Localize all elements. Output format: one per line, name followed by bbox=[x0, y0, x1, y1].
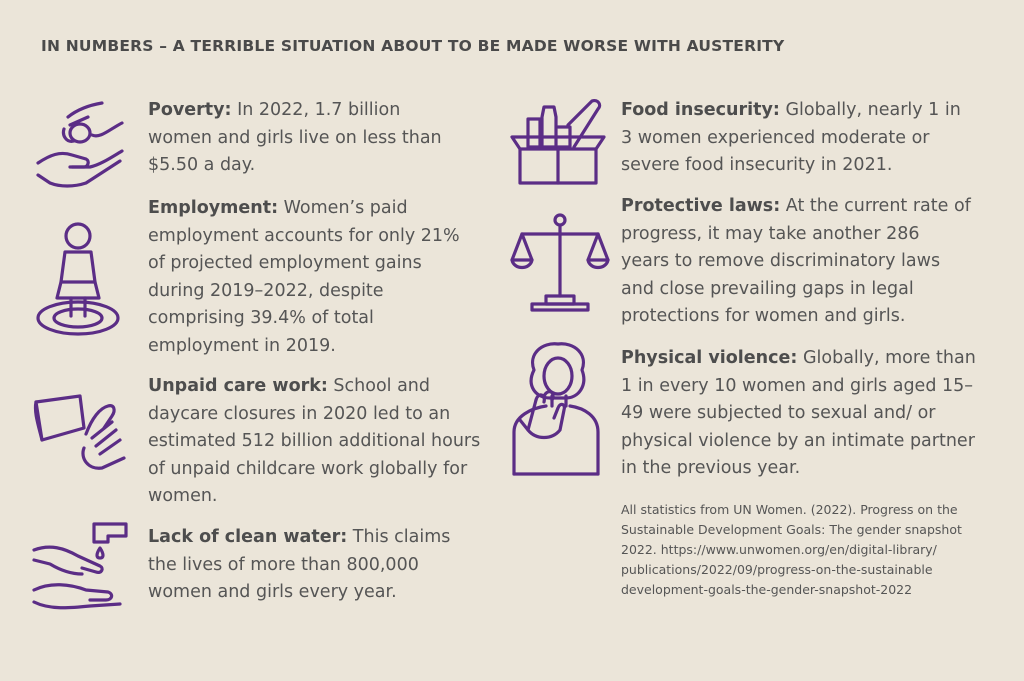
hand-cleaning-icon bbox=[30, 388, 130, 478]
poverty-body: In 2022, 1.7 billion women and girls live on less than $5.50 a day. bbox=[148, 100, 442, 175]
care-work-text bbox=[148, 373, 488, 511]
page-title: IN NUMBERS – A TERRIBLE SITUATION ABOUT TO BE MADE WORSE WITH AUSTERITY bbox=[41, 37, 785, 55]
care-work-body: School and daycare closures in 2020 led to an estimated 512 billion additional hours of unpaid childcare work globally for women. bbox=[148, 376, 481, 506]
poverty-text bbox=[148, 97, 448, 180]
poverty-label: Poverty: bbox=[148, 100, 232, 120]
laws-text bbox=[621, 193, 971, 331]
food-box-icon bbox=[508, 97, 608, 187]
water-body: This claims the lives of more than 800,000 women and girls every year. bbox=[148, 527, 451, 602]
food-label: Food insecurity: bbox=[621, 100, 780, 120]
care-work-label: Unpaid care work: bbox=[148, 376, 328, 396]
person-stop-hand-icon bbox=[506, 340, 606, 480]
laws-body: At the current rate of progress, it may take another 286 years to remove discriminatory laws and close prevailing gaps in legal protections for women and girls. bbox=[621, 196, 971, 326]
employment-body: Women’s paid employment accounts for only 21% of projected employment gains during 2019–2022, despite comprising 39.4% of total employment in 2019. bbox=[148, 198, 460, 356]
violence-text bbox=[621, 345, 976, 483]
woman-target-icon bbox=[33, 218, 123, 338]
scales-icon bbox=[510, 210, 610, 315]
water-label: Lack of clean water: bbox=[148, 527, 348, 547]
employment-text bbox=[148, 195, 468, 360]
food-body: Globally, nearly 1 in 3 women experienced moderate or severe food insecurity in 2021. bbox=[621, 100, 961, 175]
food-text bbox=[621, 97, 971, 180]
water-text bbox=[148, 524, 458, 607]
violence-body: Globally, more than 1 in every 10 women and girls aged 15–49 were subjected to sexual and/ or physical violence by an intimate partner in the previous year. bbox=[621, 348, 976, 478]
source-citation: All statistics from UN Women. (2022). Progress on the Sustainable Development Goals: The gender snapshot 2022. https://www.unwomen.org/en/digital-library/ publications/2022/09/progress-on-the-sustainable development-goals-the-gender-snapshot-2022 bbox=[621, 502, 962, 597]
violence-label: Physical violence: bbox=[621, 348, 798, 368]
laws-label: Protective laws: bbox=[621, 196, 781, 216]
employment-label: Employment: bbox=[148, 198, 279, 218]
tap-hands-icon bbox=[30, 520, 130, 615]
hands-coin-icon bbox=[30, 95, 130, 195]
